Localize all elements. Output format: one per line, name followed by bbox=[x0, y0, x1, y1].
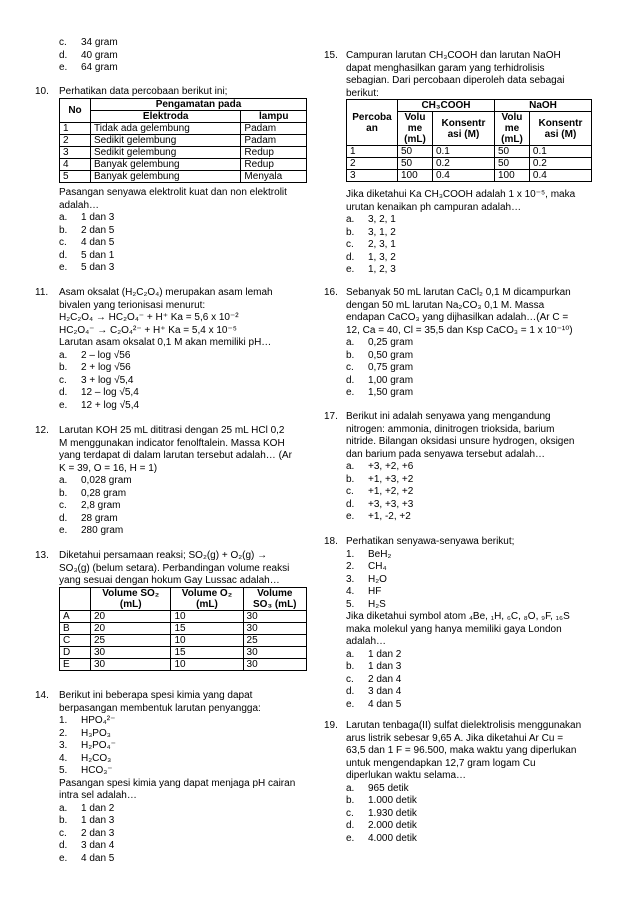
table-row: 2 50 0.2 50 0.2 bbox=[347, 158, 592, 170]
option-c: c. 2, 3, 1 bbox=[346, 239, 396, 250]
col-elektroda: Elektroda bbox=[91, 111, 241, 123]
col-o2: Volume O₂ (mL) bbox=[171, 588, 243, 611]
question-text: Perhatikan data percobaan berikut ini; bbox=[59, 86, 228, 97]
option-d: d. 5 dan 1 bbox=[59, 249, 115, 261]
question-19-body: Larutan tenbaga(II) sulfat dielektrolisis menggunakan arus listrik sebesar 9,65 A. Jika diketahui Ar Cu = 63,5 dan 1 F = 96.500, maka waktu yang diperlukan untuk mengendapkan 12,7 gram logam Cu diperlukan waktu selama… a. 965 detik b. 1.000 detik c. 1.930 detik d. 2.000 detik e. 4.000 detik bbox=[346, 720, 582, 844]
list-item: 2. H₃PO₃ bbox=[59, 727, 111, 739]
question-11-body: Asam oksalat (H₂C₂O₄) merupakan asam lemah bivalen yang terionisasi menurut: H₂C₂O₄ → HC₂O₄⁻ + H⁺ Ka = 5,6 x 10⁻² HC₂O₄⁻ → C₂O₄²⁻ + H⁺ Ka = 5,4 x 10⁻⁵ Larutan asam oksalat 0,1 M akan memiliki pH… a. 2 – log √56 b. 2 + log √56 c. 3 + log √5,4 d. 12 – log √5,4 e. 12 + log √5,4 bbox=[59, 287, 273, 411]
option-c: c. +1, +2, +2 bbox=[346, 486, 414, 497]
col-group: Pengamatan pada bbox=[91, 99, 307, 111]
option-e: e. 5 dan 3 bbox=[59, 262, 115, 273]
option-e: e. 1, 2, 3 bbox=[346, 264, 396, 275]
question-number: 14. bbox=[35, 690, 49, 701]
table-row: 1 50 0.1 50 0.1 bbox=[347, 146, 592, 158]
list-item: 4. H₂CO₃ bbox=[59, 752, 112, 764]
question-17-body: Berikut ini adalah senyawa yang mengandung nitrogen: ammonia, dinitrogen trioksida, barium nitride. Bilangan oksidasi unsure hydrogen, oksigen dan barium pada senyawa tersebut adalah… a. +3, +2, +6 b. +1, +3, +2 c. +1, +2, +2 d. +3, +3, +3 e. +1, -2, +2 bbox=[346, 411, 575, 522]
list-item: 3. H₂O bbox=[346, 573, 387, 585]
option-b: b. 3, 1, 2 bbox=[346, 226, 396, 238]
option-a: a. 1 dan 3 bbox=[59, 212, 115, 223]
option-a: a. 965 detik bbox=[346, 782, 409, 794]
option-d: d. 12 – log √5,4 bbox=[59, 387, 139, 398]
option-d: d. 2.000 detik bbox=[346, 820, 417, 831]
option-d: d. 1,00 gram bbox=[346, 374, 414, 386]
col-no: No bbox=[60, 99, 91, 123]
list-item: 1. HPO₄²⁻ bbox=[59, 715, 116, 726]
option-a: a. 2 – log √56 bbox=[59, 349, 131, 361]
option-b: b. 2 dan 5 bbox=[59, 224, 115, 236]
q10-table bbox=[59, 98, 307, 183]
option-c: c. 2 dan 3 bbox=[59, 827, 115, 839]
option-e: e. +1, -2, +2 bbox=[346, 511, 411, 522]
option-e: e. 4 dan 5 bbox=[59, 852, 115, 864]
option-c: c. 3 + log √5,4 bbox=[59, 374, 134, 386]
option-e: e. 280 gram bbox=[59, 525, 124, 536]
q15-question: Jika diketahui Ka CH₃COOH adalah 1 x 10⁻⁵, maka urutan kenaikan ph campuran adalah… a. 3, 2, 1 b. 3, 1, 2 c. 2, 3, 1 d. 1, 3, 2 e. 1, 2, 3 bbox=[346, 189, 576, 275]
option-e: e. 12 + log √5,4 bbox=[59, 399, 140, 411]
question-number: 13. bbox=[35, 550, 49, 561]
option-b: b. +1, +3, +2 bbox=[346, 473, 414, 485]
table-row: E 30 10 30 bbox=[60, 659, 307, 671]
col-lampu: lampu bbox=[241, 111, 307, 123]
question-13-body: Diketahui persamaan reaksi; SO₂(g) + O₂(g) → SO₃(g) (belum setara). Perbandingan volume reaksi yang sesuai dengan hokum Gay Lussac adalah… bbox=[59, 550, 290, 586]
list-item: 5. H₂S bbox=[346, 598, 386, 610]
col-konsentrasi: Konsentr asi (M) bbox=[432, 112, 494, 146]
option-a: a. 3, 2, 1 bbox=[346, 214, 396, 225]
option-a: a. 1 dan 2 bbox=[59, 802, 115, 814]
question-10-body bbox=[59, 86, 227, 99]
option-b: b. 2 + log √56 bbox=[59, 362, 131, 373]
q13-table bbox=[59, 587, 307, 671]
question-number: 11. bbox=[35, 287, 49, 298]
list-item: 3. H₂PO₄⁻ bbox=[59, 740, 116, 751]
question-15-body: Campuran larutan CH₃COOH dan larutan NaOH dapat menghasilkan garam yang terhidrolisis sebagian. Dari percobaan diperoleh data sebagai berikut: bbox=[346, 50, 565, 99]
table-row: B 20 15 30 bbox=[60, 623, 307, 635]
list-item: 4. HF bbox=[346, 586, 382, 597]
option-b: b. 1 dan 3 bbox=[59, 815, 115, 826]
option-a: a. +3, +2, +6 bbox=[346, 461, 414, 472]
option-a: a. 0,028 gram bbox=[59, 475, 132, 486]
option-c: c. 34 gram bbox=[59, 37, 118, 48]
list-item: 2. CH₄ bbox=[346, 561, 387, 572]
table-row: 3 Sedikit gelembung Redup bbox=[60, 147, 307, 159]
table-row: D 30 15 30 bbox=[60, 647, 307, 659]
question-number: 17. bbox=[324, 411, 338, 422]
option-b: b. 0,28 gram bbox=[59, 487, 127, 499]
option-c: c. 2,8 gram bbox=[59, 500, 121, 511]
col-konsentrasi: Konsentr asi (M) bbox=[529, 112, 591, 146]
question-14-body: Berikut ini beberapa spesi kimia yang dapat berpasangan membentuk larutan penyangga: 1. HPO₄²⁻ 2. H₃PO₃ 3. H₂PO₄⁻ 4. H₂CO₃ 5. HCO₃⁻ Pasangan spesi kimia yang dapat menjaga pH cairan intra sel adalah… a. 1 dan 2 b. 1 dan 3 c. 2 dan 3 d. 3 dan 4 e. 4 dan 5 bbox=[59, 690, 296, 864]
col-volume: Volu me (mL) bbox=[494, 112, 529, 146]
question-number: 15. bbox=[324, 50, 338, 61]
equation-1: H₂C₂O₄ → HC₂O₄⁻ + H⁺ Ka = 5,6 x 10⁻² bbox=[59, 312, 239, 323]
option-d: d. 3 dan 4 bbox=[346, 686, 402, 697]
list-item: 5. HCO₃⁻ bbox=[59, 765, 113, 776]
col-so2: Volume SO₂ (mL) bbox=[91, 588, 171, 611]
col-percobaan: Percoba an bbox=[347, 100, 398, 146]
option-d: d. +3, +3, +3 bbox=[346, 498, 414, 510]
option-c: c. 1.930 detik bbox=[346, 807, 417, 819]
option-d: d. 40 gram bbox=[59, 49, 118, 61]
option-e: e. 4.000 detik bbox=[346, 832, 417, 844]
question-number: 16. bbox=[324, 287, 338, 298]
table-row: 2 Sedikit gelembung Padam bbox=[60, 135, 307, 147]
equation-2: HC₂O₄⁻ → C₂O₄²⁻ + H⁺ Ka = 5,4 x 10⁻⁵ bbox=[59, 324, 237, 336]
option-e: e. 4 dan 5 bbox=[346, 698, 402, 710]
table-row: A 20 10 30 bbox=[60, 611, 307, 623]
col-ch3cooh: CH₃COOH bbox=[398, 100, 495, 112]
col-so3: Volume SO₃ (mL) bbox=[243, 588, 306, 611]
list-item: 1. BeH₂ bbox=[346, 548, 392, 560]
table-row: 5 Banyak gelembung Menyala bbox=[60, 171, 307, 183]
q10-question: Pasangan senyawa elektrolit kuat dan non elektrolit adalah… a. 1 dan 3 b. 2 dan 5 c. 4 dan 5 d. 5 dan 1 e. 5 dan 3 bbox=[59, 187, 287, 273]
option-d: d. 3 dan 4 bbox=[59, 840, 115, 851]
option-e: e. 1,50 gram bbox=[346, 387, 414, 398]
q9-options bbox=[59, 37, 118, 75]
question-12-body: Larutan KOH 25 mL dititrasi dengan 25 mL HCl 0,2 M menggunakan indicator fenolftalein. Massa KOH yang terdapat di dalam larutan tersebut adalah… (Ar K = 39, O = 16, H = 1) a. 0,028 gram b. 0,28 gram c. 2,8 gram d. 28 gram e. 280 gram bbox=[59, 425, 292, 536]
question-number: 19. bbox=[324, 720, 338, 731]
option-c: c. 4 dan 5 bbox=[59, 237, 115, 248]
table-row: 1 Tidak ada gelembung Padam bbox=[60, 123, 307, 135]
question-number: 18. bbox=[324, 536, 338, 547]
question-18-body: Perhatikan senyawa-senyawa berikut; 1. BeH₂ 2. CH₄ 3. H₂O 4. HF 5. H₂S Jika diketahui symbol atom ₄Be, ₁H, ₆C, ₈O, ₉F, ₁₆S maka molekul yang hanya memiliki gaya London adalah… a. 1 dan 2 b. 1 dan 3 c. 2 dan 4 d. 3 dan 4 e. 4 dan 5 bbox=[346, 536, 570, 710]
col-naoh: NaOH bbox=[494, 100, 591, 112]
option-d: d. 1, 3, 2 bbox=[346, 251, 396, 263]
option-b: b. 0,50 gram bbox=[346, 349, 414, 361]
question-number: 10. bbox=[35, 86, 49, 97]
option-b: b. 1 dan 3 bbox=[346, 661, 402, 672]
question-16-body: Sebanyak 50 mL larutan CaCl₂ 0,1 M dicampurkan dengan 50 mL larutan Na₂CO₃ 0,1 M. Massa endapan CaCO₃ yang dijhasilkan adalah…(Ar C = 12, Ca = 40, Cl = 35,5 dan Ksp CaCO₃ = 1 x 10⁻¹⁰) a. 0,25 gram b. 0,50 gram c. 0,75 gram d. 1,00 gram e. 1,50 gram bbox=[346, 287, 573, 398]
option-a: a. 1 dan 2 bbox=[346, 648, 402, 660]
table-row: 3 100 0.4 100 0.4 bbox=[347, 170, 592, 182]
question-number: 12. bbox=[35, 425, 49, 436]
option-a: a. 0,25 gram bbox=[346, 337, 414, 348]
option-b: b. 1.000 detik bbox=[346, 795, 417, 806]
col-volume: Volu me (mL) bbox=[398, 112, 433, 146]
table-row: 4 Banyak gelembung Redup bbox=[60, 159, 307, 171]
option-e: e. 64 gram bbox=[59, 62, 118, 73]
option-c: c. 2 dan 4 bbox=[346, 673, 402, 685]
table-row: C 25 10 25 bbox=[60, 635, 307, 647]
option-d: d. 28 gram bbox=[59, 512, 118, 524]
option-c: c. 0,75 gram bbox=[346, 362, 414, 373]
q15-table bbox=[346, 99, 592, 182]
